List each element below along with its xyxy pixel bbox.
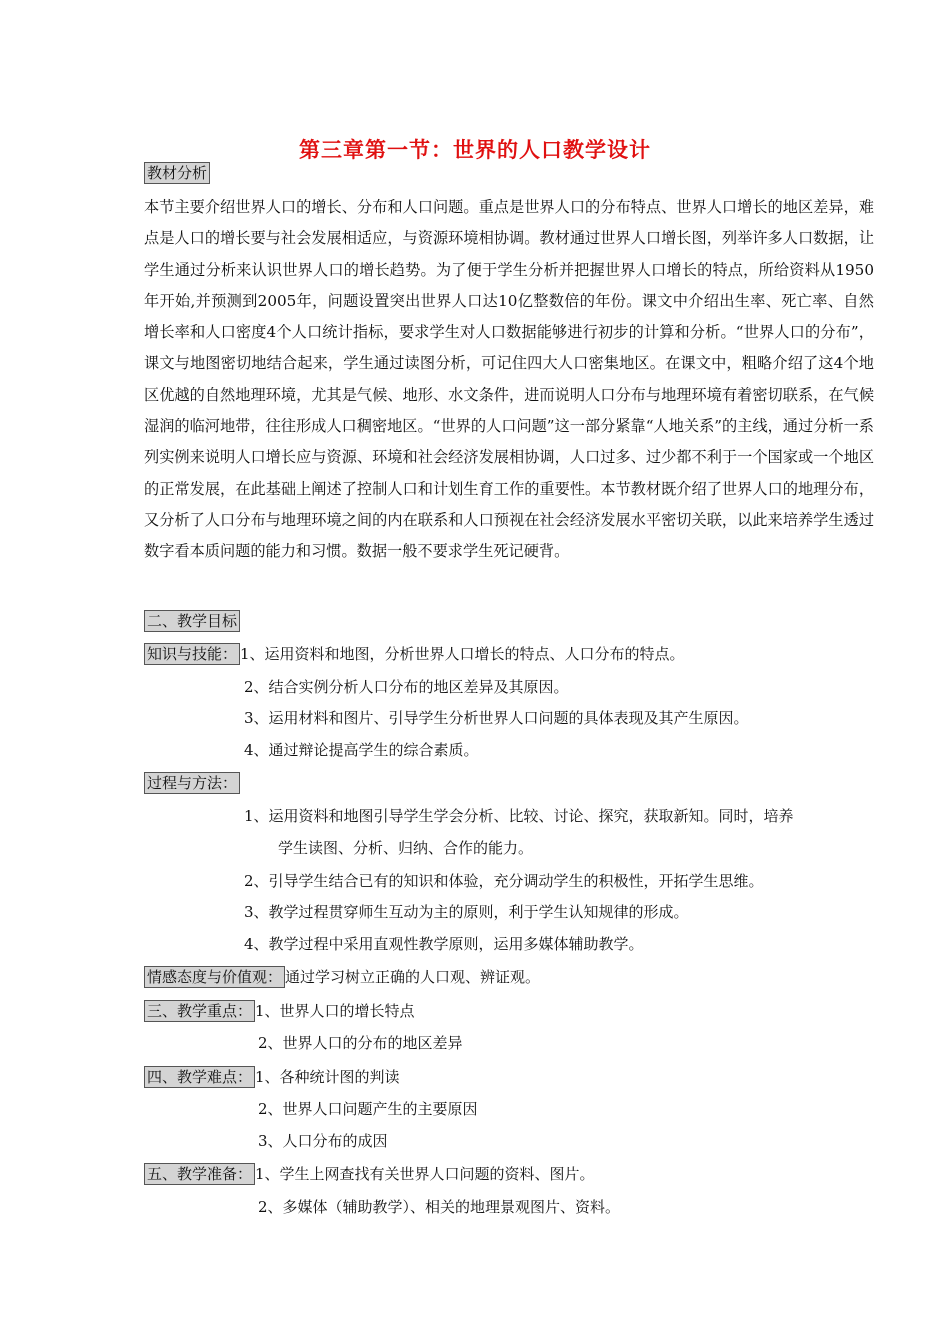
preparation-item: 2、多媒体（辅助教学）、相关的地理景观图片、资料。: [258, 1198, 621, 1216]
focus-label: 三、教学重点：: [144, 1000, 255, 1022]
process-row: [144, 772, 240, 794]
focus-row: [144, 1000, 415, 1022]
preparation-row: [144, 1163, 595, 1185]
process-item: 3、教学过程贯穿师生互动为主的原则，利于学生认知规律的形成。: [244, 903, 689, 921]
section-analysis: [144, 162, 210, 184]
knowledge-item: 2、结合实例分析人口分布的地区差异及其原因。: [244, 678, 569, 696]
process-item: 2、引导学生结合已有的知识和体验，充分调动学生的积极性，开拓学生思维。: [244, 872, 764, 890]
analysis-paragraph: 本节主要介绍世界人口的增长、分布和人口问题。重点是世界人口的分布特点、世界人口增长的地区差异，难点是人口的增长要与社会发展相适应，与资源环境相协调。教材通过世界人口增长图，列举许多人口数据，让学生通过分析来认识世界人口的增长趋势。为了便于学生分析并把握世界人口增长的特点，所给资料从1950年开始,并预测到2005年，问题设置突出世界人口达10亿整数倍的年份。课文中介绍出生率、死亡率、自然增长率和人口密度4个人口统计指标，要求学生对人口数据能够进行初步的计算和分析。“世界人口的分布”，课文与地图密切地结合起来，学生通过读图分析，可记住四大人口密集地区。在课文中，粗略介绍了这4个地区优越的自然地理环境，尤其是气候、地形、水文条件，进而说明人口分布与地理环境有着密切联系，在气候湿润的临河地带，往往形成人口稠密地区。“世界的人口问题”这一部分紧靠“人地关系”的主线，通过分析一系列实例来说明人口增长应与资源、环境和社会经济发展相协调，人口过多、过少都不利于一个国家或一个地区的正常发展，在此基础上阐述了控制人口和计划生育工作的重要性。本节教材既介绍了世界人口的地理分布，又分析了人口分布与地理环境之间的内在联系和人口预视在社会经济发展水平密切关联，以此来培养学生透过数字看本质问题的能力和习惯。数据一般不要求学生死记硬背。: [144, 198, 874, 561]
difficulty-row: [144, 1066, 400, 1088]
preparation-item: 1、学生上网查找有关世界人口问题的资料、图片。: [255, 1165, 595, 1183]
knowledge-label: 知识与技能：: [144, 643, 240, 665]
process-item: 1、运用资料和地图引导学生学会分析、比较、讨论、探究，获取新知。同时，培养: [244, 807, 794, 825]
heading-goals: 二、教学目标: [144, 610, 240, 632]
section-goals: [144, 610, 240, 632]
difficulty-item: 2、世界人口问题产生的主要原因: [258, 1100, 478, 1118]
knowledge-item: 4、通过辩论提高学生的综合素质。: [244, 741, 479, 759]
difficulty-item: 1、各种统计图的判读: [255, 1068, 400, 1086]
preparation-label: 五、教学准备：: [144, 1163, 255, 1185]
knowledge-item: 3、运用材料和图片、引导学生分析世界人口问题的具体表现及其产生原因。: [244, 709, 749, 727]
process-item: 4、教学过程中采用直观性教学原则，运用多媒体辅助教学。: [244, 935, 644, 953]
process-label: 过程与方法：: [144, 772, 240, 794]
difficulty-item: 3、人口分布的成因: [258, 1132, 388, 1150]
knowledge-item: 1、运用资料和地图，分析世界人口增长的特点、人口分布的特点。: [240, 645, 685, 663]
process-item: 学生读图、分析、归纳、合作的能力。: [278, 839, 534, 857]
emotion-label: 情感态度与价值观：: [144, 966, 285, 988]
focus-item: 2、世界人口的分布的地区差异: [258, 1034, 463, 1052]
emotion-row: [144, 966, 540, 988]
page-title: 第三章第一节：世界的人口教学设计: [299, 137, 651, 162]
heading-analysis: 教材分析: [144, 162, 210, 184]
knowledge-row: [144, 643, 685, 665]
emotion-text: 通过学习树立正确的人口观、辨证观。: [285, 968, 541, 986]
focus-item: 1、世界人口的增长特点: [255, 1002, 415, 1020]
difficulty-label: 四、教学难点：: [144, 1066, 255, 1088]
